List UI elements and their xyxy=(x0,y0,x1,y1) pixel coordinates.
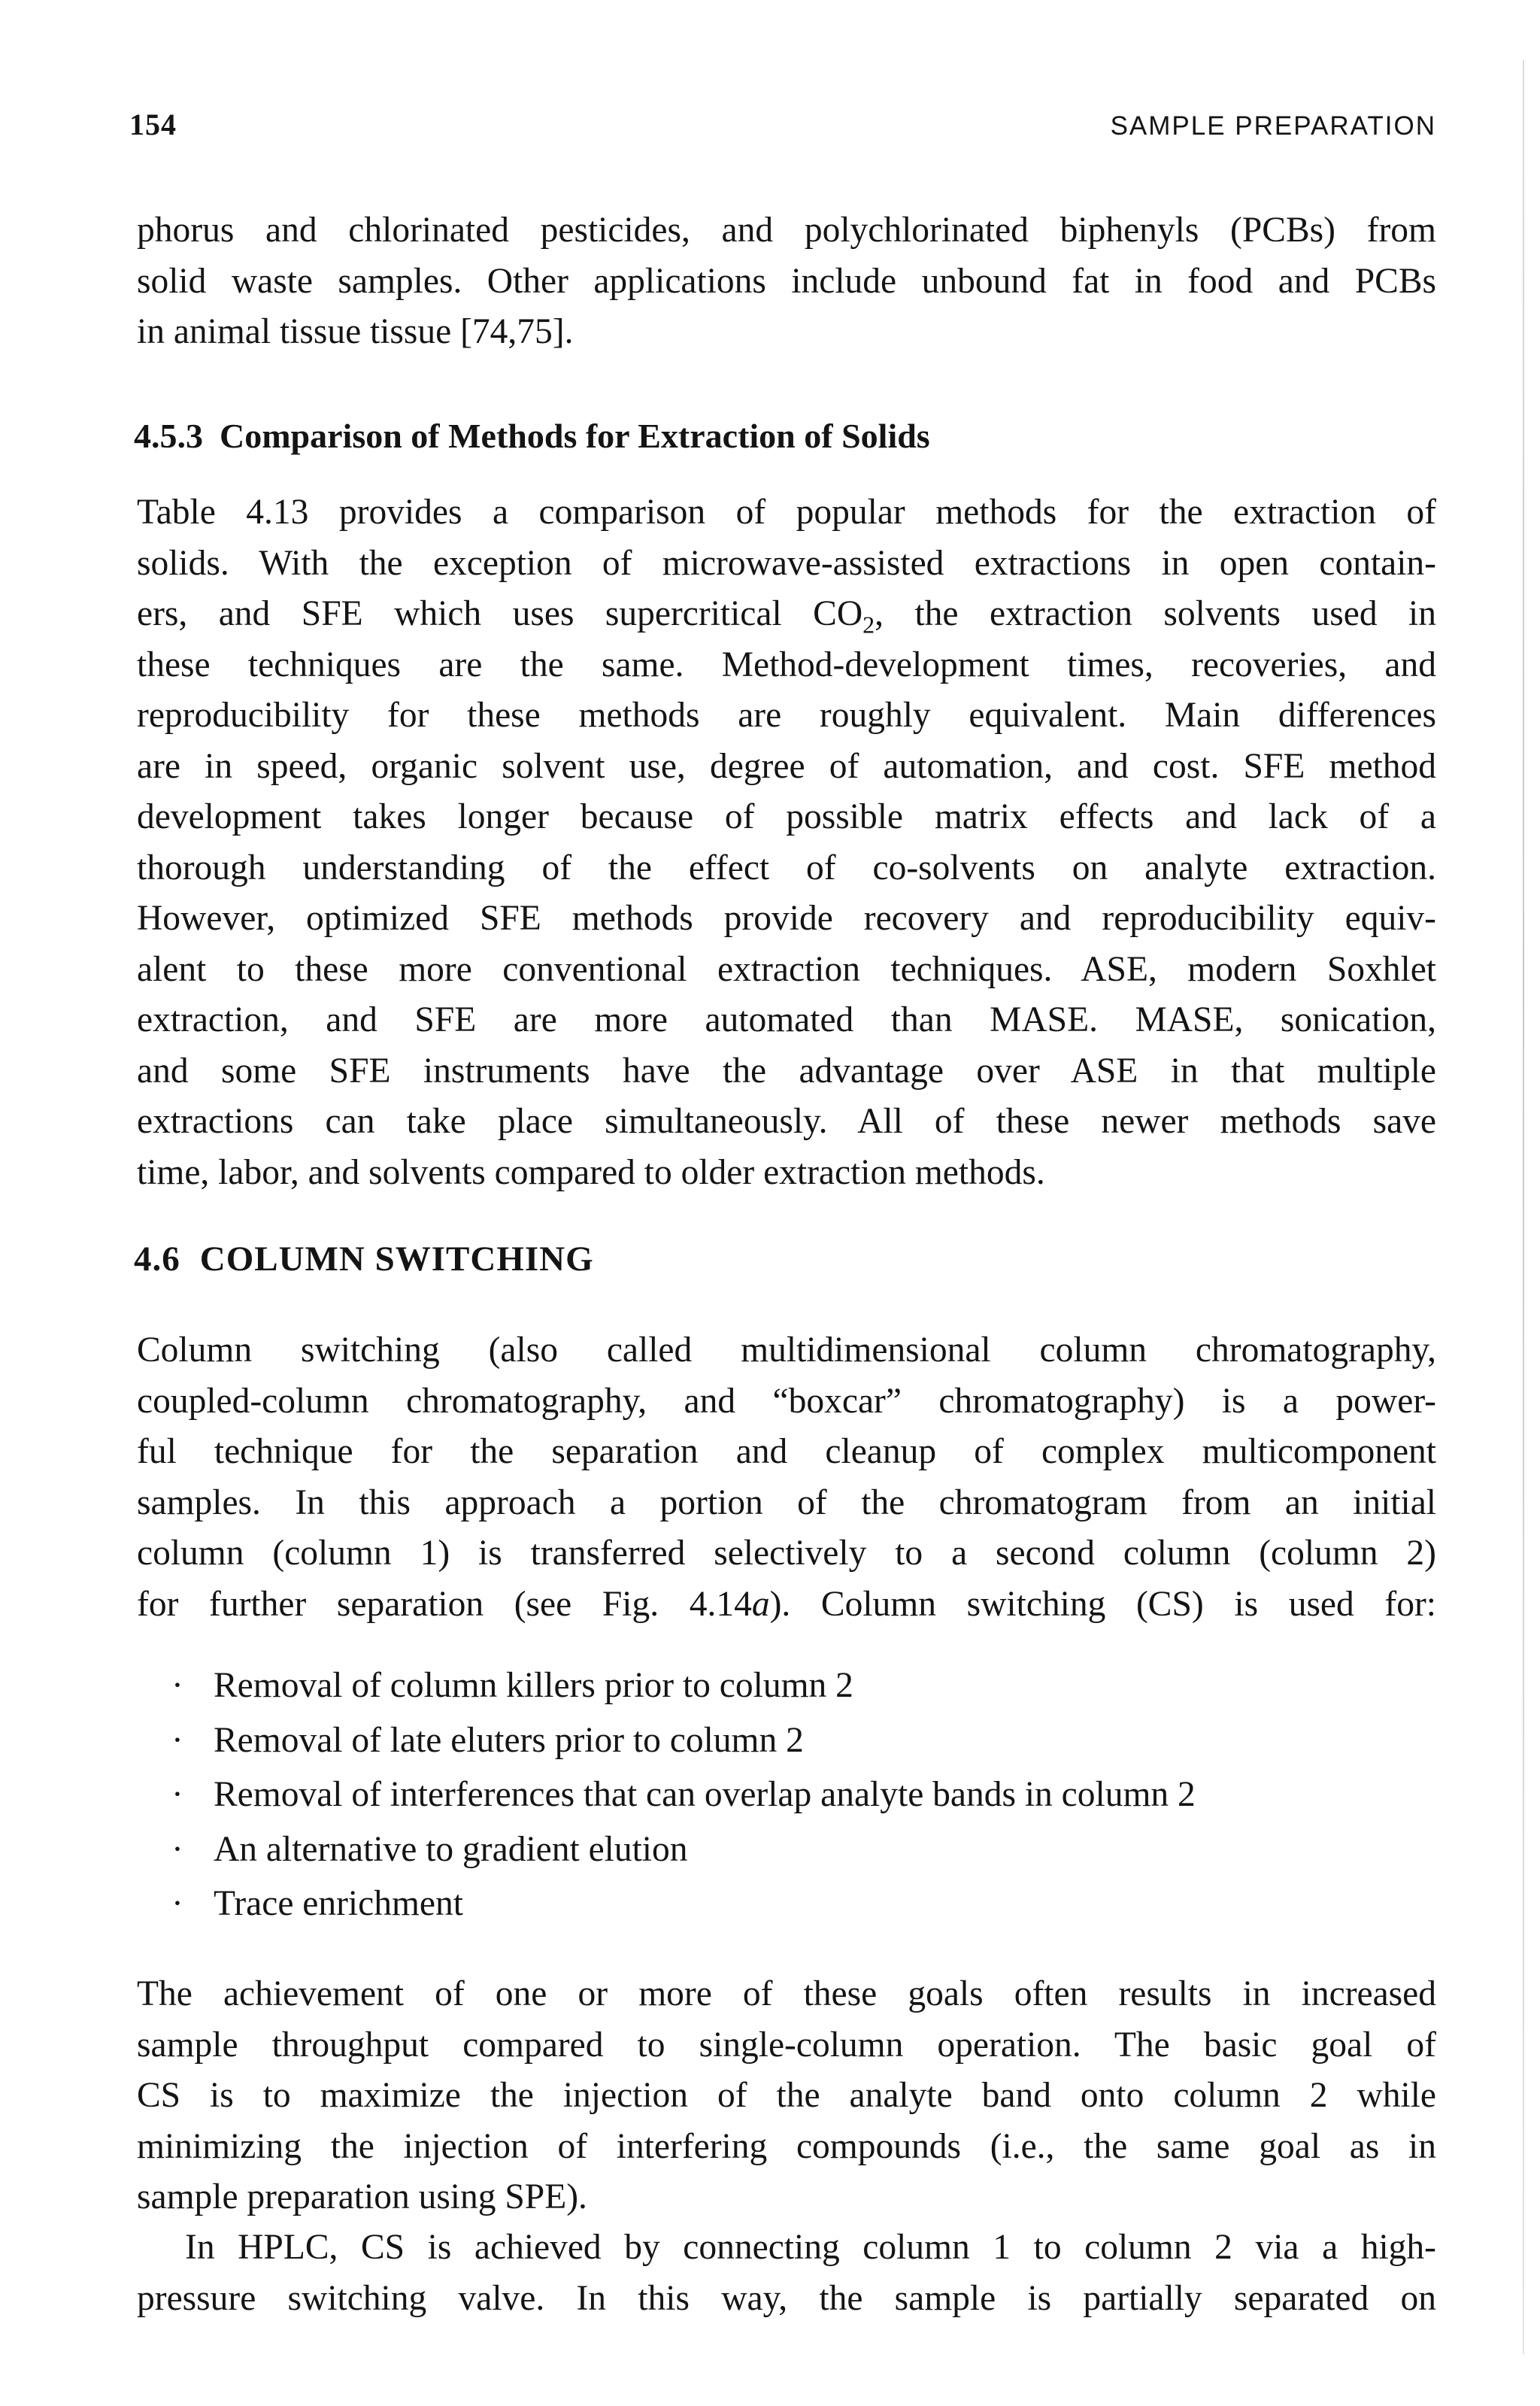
scan-edge-line xyxy=(1523,60,1524,2354)
text-line: The achievement of one or more of these goals often results in increased xyxy=(137,1974,1436,2013)
text-line: reproducibility for these methods are roughly equivalent. Main differences xyxy=(137,696,1436,735)
list-item: · Removal of column killers prior to column 2 xyxy=(159,1658,1438,1713)
text-line: sample throughput compared to single-column operation. The basic goal of xyxy=(137,2025,1436,2065)
text-line: Column switching (also called multidimensional column chromatography, xyxy=(137,1330,1436,1370)
paragraph-hplc xyxy=(137,2222,1436,2324)
bullet-list xyxy=(159,1658,1438,1931)
text-line: time, labor, and solvents compared to older extraction methods. xyxy=(137,1152,1045,1192)
list-item: · Removal of late eluters prior to column 2 xyxy=(159,1713,1438,1768)
text-line-co2: ers, and SFE which uses supercritical $CO_2$, the extraction solvents used in xyxy=(137,594,1436,639)
text-line: solid waste samples. Other applications include unbound fat in food and PCBs xyxy=(137,261,1436,301)
section-heading-4-6 xyxy=(134,1239,594,1279)
text-line: Table 4.13 provides a comparison of popular methods for the extraction of xyxy=(137,493,1436,532)
running-header xyxy=(129,107,1436,152)
text-line: CS is to maximize the injection of the analyte band onto column 2 while xyxy=(137,2076,1436,2115)
section-title: COLUMN SWITCHING xyxy=(199,1239,594,1279)
text-line-fig-ref: for further separation (see Fig. 4.14a). Column switching (CS) is used for: xyxy=(137,1584,1436,1624)
text-line: sample preparation using SPE). xyxy=(137,2177,587,2216)
text-line: alent to these more conventional extraction techniques. ASE, modern Soxhlet xyxy=(137,949,1436,989)
text-line: samples. In this approach a portion of the chromatogram from an initial xyxy=(137,1482,1436,1522)
paragraph-goal xyxy=(137,1969,1436,2223)
text-line: coupled-column chromatography, and “boxcar” chromatography) is a power- xyxy=(137,1381,1436,1421)
text-line: pressure switching valve. In this way, the sample is partially separated on xyxy=(137,2278,1436,2318)
text-line: are in speed, organic solvent use, degree of automation, and cost. SFE method xyxy=(137,746,1436,786)
text-line: extraction, and SFE are more automated than MASE. MASE, sonication, xyxy=(137,1000,1436,1039)
text-line: solids. With the exception of microwave-assisted extractions in open contain- xyxy=(137,543,1436,583)
section-heading-4-5-3 xyxy=(134,416,930,456)
bullet-dot: · xyxy=(171,1829,183,1869)
bullet-dot: · xyxy=(171,1720,183,1760)
text-line: phorus and chlorinated pesticides, and polychlorinated biphenyls (PCBs) from xyxy=(137,211,1436,250)
paragraph-comparison xyxy=(137,487,1436,1198)
text-line: in animal tissue tissue [74,75]. xyxy=(137,312,574,351)
text-line: However, optimized SFE methods provide recovery and reproducibility equiv- xyxy=(137,899,1436,938)
running-title: SAMPLE PREPARATION xyxy=(1110,111,1436,141)
text-line: thorough understanding of the effect of co-solvents on analyte extraction. xyxy=(137,848,1436,887)
text-line: In HPLC, CS is achieved by connecting column 1 to column 2 via a high- xyxy=(185,2228,1436,2267)
text-line: minimizing the injection of interfering compounds (i.e., the same goal as in xyxy=(137,2126,1436,2166)
bullet-dot: · xyxy=(171,1666,183,1705)
text-line: these techniques are the same. Method-development times, recoveries, and xyxy=(137,645,1436,684)
bullet-dot: · xyxy=(171,1884,183,1923)
section-number: 4.6 xyxy=(134,1239,180,1279)
list-item: · An alternative to gradient elution xyxy=(159,1822,1438,1877)
list-item: · Trace enrichment xyxy=(159,1877,1438,1931)
page-number: 154 xyxy=(129,108,177,141)
paragraph-column-switching xyxy=(137,1325,1436,1630)
text-line: development takes longer because of possible matrix effects and lack of a xyxy=(137,797,1436,836)
text-line: and some SFE instruments have the advantage over ASE in that multiple xyxy=(137,1051,1436,1091)
text-line: extractions can take place simultaneously. All of these newer methods save xyxy=(137,1102,1436,1141)
list-item: · Removal of interferences that can overlap analyte bands in column 2 xyxy=(159,1767,1438,1822)
section-number: 4.5.3 xyxy=(134,417,203,455)
text-line: ful technique for the separation and cleanup of complex multicomponent xyxy=(137,1432,1436,1471)
bullet-dot: · xyxy=(171,1775,183,1814)
section-title: Comparison of Methods for Extraction of Solids xyxy=(220,417,930,455)
paragraph-continued xyxy=(137,205,1436,358)
text-line: column (column 1) is transferred selectively to a second column (column 2) xyxy=(137,1534,1436,1573)
